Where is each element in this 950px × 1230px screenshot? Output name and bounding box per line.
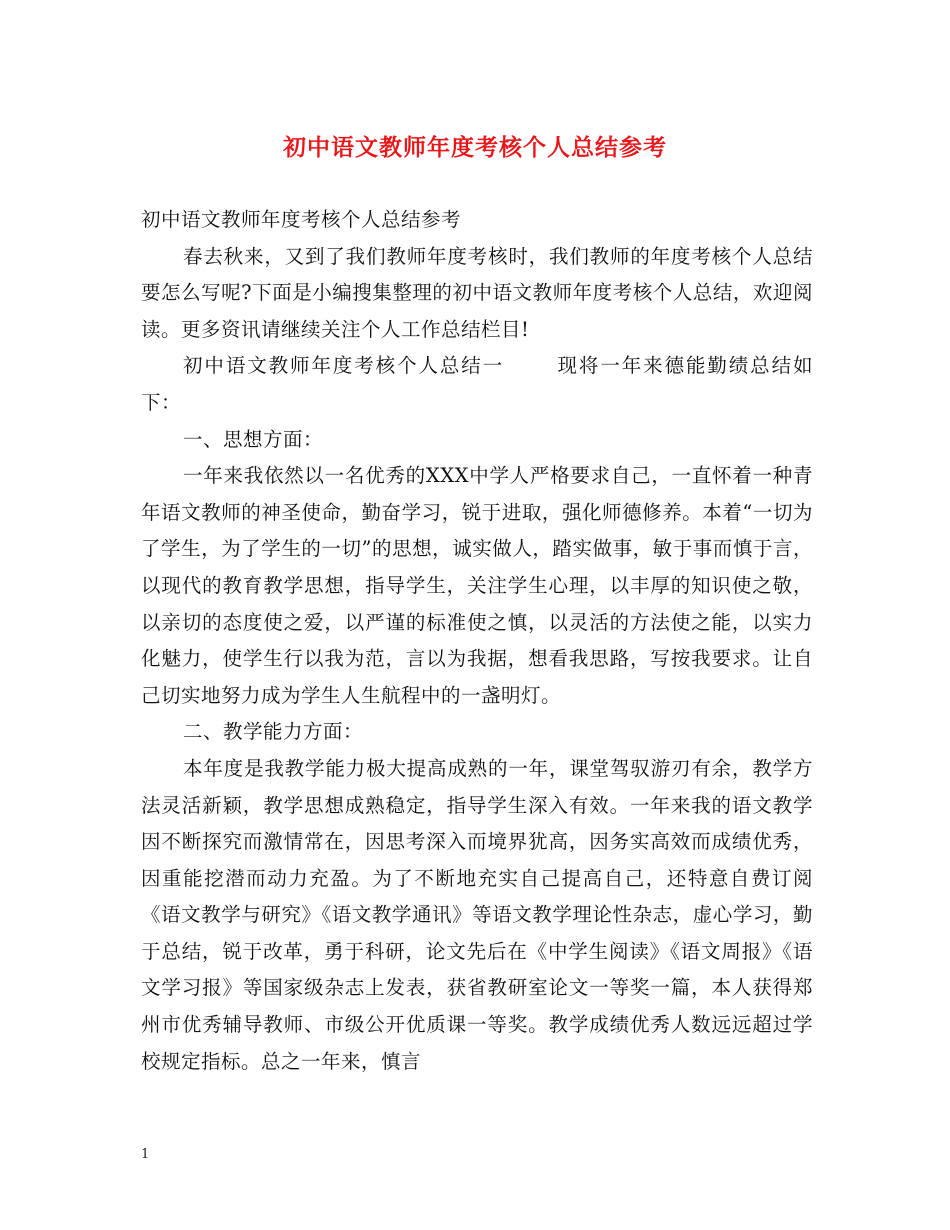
section-two-body: 本年度是我教学能力极大提高成熟的一年，课堂驾驭游刃有余，教学方法灵活新颖，教学思想成熟稳定，指导学生深入有效。一年来我的语文教学因不断探究而激情常在，因思考深入而境界犹高，因务实高效而成绩优秀，因重能挖潜而动力充盈。为了不断地充实自己提高自己，还特意自费订阅《语文教学与研究》《语文教学通讯》等语文教学理论性杂志，虚心学习，勤于总结，锐于改革，勇于科研，论文先后在《中学生阅读》《语文周报》《语文学习报》等国家级杂志上发表，获省教研室论文一等奖一篇，本人获得郑州市优秀辅导教师、市级公开优质课一等奖。教学成绩优秀人数远远超过学校规定指标。总之一年来，慎言 [141, 756, 813, 1073]
document-title: 初中语文教师年度考核个人总结参考 [283, 134, 667, 161]
section-two-heading: 二、教学能力方面： [183, 720, 364, 744]
page-number: 1 [141, 1147, 150, 1162]
subtitle-paragraph: 初中语文教师年度考核个人总结参考 [141, 208, 462, 231]
document-body [141, 202, 813, 1080]
section-one-heading: 一、思想方面： [183, 427, 324, 451]
intro-paragraph: 春去秋来，又到了我们教师年度考核时，我们教师的年度考核个人总结要怎么写呢?下面是小编搜集整理的初中语文教师年度考核个人总结，欢迎阅读。更多资讯请继续关注个人工作总结栏目! [141, 244, 813, 341]
section-one-body: 一年来我依然以一名优秀的XXX中学人严格要求自己，一直怀着一种青年语文教师的神圣使命，勤奋学习，锐于进取，强化师德修养。本着“一切为了学生，为了学生的一切”的思想，诚实做人，踏实做事，敏于事而慎于言，以现代的教育教学思想，指导学生，关注学生心理，以丰厚的知识使之敬，以亲切的态度使之爱，以严谨的标准使之慎，以灵活的方法使之能，以实力化魅力，使学生行以我为范，言以为我据，想看我思路，写按我要求。让自己切实地努力成为学生人生航程中的一盏明灯。 [141, 464, 813, 707]
part-one-lead: 现将一年来德能勤绩总结如下： [141, 354, 813, 414]
part-one-heading: 初中语文教师年度考核个人总结一 [183, 354, 505, 378]
part-one-paragraph [141, 348, 813, 421]
